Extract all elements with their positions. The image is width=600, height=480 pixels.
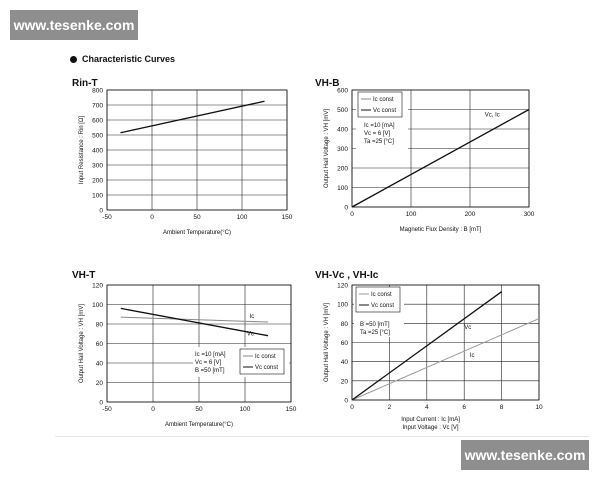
x-tick-label: -50	[102, 406, 112, 413]
annotation-label: Ic	[249, 314, 255, 321]
condition-text: B =50 [mT]	[195, 368, 225, 374]
y-tick-label: 40	[95, 360, 103, 368]
y-tick-label: 600	[337, 87, 348, 95]
condition-text: Ic =10 [mA]	[364, 123, 395, 129]
x-tick-label: 0	[151, 406, 155, 413]
y-tick-label: 600	[92, 117, 103, 125]
y-axis-label: Output Hall Voltage : VH [mV]	[324, 108, 330, 189]
chart-title: Rin-T	[72, 78, 98, 89]
x-tick-label: 300	[523, 211, 535, 218]
y-tick-label: 200	[92, 177, 103, 185]
y-tick-label: 0	[99, 207, 103, 215]
x-tick-label: 150	[285, 406, 297, 413]
x-tick-label: 10	[535, 404, 543, 411]
legend-label: Ic const	[255, 354, 276, 360]
chart-3	[72, 270, 297, 428]
condition-text: B =50 [mT]	[360, 322, 390, 328]
watermark-top: www.tesenke.com	[10, 10, 138, 40]
x-tick-label: 2	[387, 404, 392, 411]
y-tick-label: 200	[337, 165, 348, 173]
footer-divider	[55, 436, 590, 437]
y-tick-label: 100	[92, 302, 103, 309]
x-tick-label: 100	[239, 406, 251, 413]
y-tick-label: 120	[337, 282, 348, 290]
y-tick-label: 0	[99, 399, 103, 407]
condition-text: Vc = 6 [V]	[364, 131, 391, 137]
y-axis-label: Input Resistance : Rin [Ω]	[79, 115, 85, 185]
series-line-1	[121, 101, 265, 133]
y-tick-label: 60	[95, 341, 103, 348]
x-tick-label: 50	[193, 214, 201, 221]
legend-label: Ic const	[371, 292, 392, 298]
x-tick-label: 50	[195, 406, 203, 413]
y-tick-label: 700	[92, 102, 103, 110]
y-tick-label: 0	[344, 204, 348, 212]
y-tick-label: 40	[340, 359, 348, 367]
y-tick-label: 60	[340, 340, 348, 347]
chart-4	[315, 270, 543, 431]
chart-title: VH-B	[315, 78, 340, 89]
x-tick-label: 0	[350, 404, 354, 411]
y-tick-label: 400	[337, 126, 348, 134]
x-tick-label: 0	[150, 214, 154, 221]
x-axis-label: Input Current : Ic [mA]	[401, 417, 460, 423]
chart-title: VH-Vc , VH-Ic	[315, 270, 379, 281]
annotation-label: Ic	[469, 352, 475, 359]
x-tick-label: 150	[281, 214, 293, 221]
x-tick-label: 100	[236, 214, 248, 221]
legend-label: Vc const	[373, 108, 397, 114]
condition-text: Vc = 6 [V]	[195, 360, 222, 366]
legend-label: Ic const	[373, 97, 394, 103]
chart-title: VH-T	[72, 270, 96, 281]
x-tick-label: 200	[464, 211, 476, 218]
y-tick-label: 120	[92, 282, 103, 290]
legend-label: Vc const	[255, 365, 279, 371]
x-axis-label-2: Input Voltage : Vc [V]	[402, 425, 459, 431]
y-tick-label: 100	[337, 185, 348, 192]
watermark-bottom: www.tesenke.com	[461, 440, 589, 470]
x-tick-label: 100	[405, 211, 417, 218]
y-axis-label: Output Hall Voltage : VH [mV]	[324, 302, 330, 383]
section-title: Characteristic Curves	[82, 54, 176, 64]
y-tick-label: 800	[92, 87, 103, 95]
annotation-label: Vc	[246, 331, 254, 338]
x-tick-label: 6	[462, 404, 467, 411]
series-line-1	[121, 317, 268, 322]
x-axis-label: Ambient Temperature(°C)	[163, 230, 231, 236]
y-tick-label: 80	[95, 321, 103, 329]
y-tick-label: 0	[344, 397, 348, 405]
y-tick-label: 20	[95, 380, 103, 387]
chart-2	[315, 78, 535, 233]
annotation-label: Vc	[464, 325, 472, 332]
y-tick-label: 20	[340, 378, 348, 386]
y-tick-label: 80	[340, 320, 348, 328]
y-tick-label: 100	[92, 192, 103, 200]
x-axis-label: Magnetic Flux Density : B [mT]	[399, 227, 482, 233]
x-tick-label: 0	[350, 211, 354, 218]
y-tick-label: 300	[337, 146, 348, 153]
annotation-label: Vc, Ic	[484, 112, 500, 119]
y-tick-label: 500	[337, 107, 348, 114]
x-tick-label: 8	[499, 404, 504, 411]
y-tick-label: 500	[92, 132, 103, 140]
legend-label: Vc const	[371, 303, 395, 309]
x-tick-label: -50	[102, 214, 112, 221]
y-axis-label: Output Hall Voltage : VH [mV]	[79, 303, 85, 384]
y-tick-label: 300	[92, 162, 103, 170]
condition-text: Ta =25 [°C]	[360, 330, 390, 336]
y-tick-label: 100	[337, 301, 348, 309]
condition-text: Ta =25 [°C]	[364, 139, 394, 145]
y-tick-label: 400	[92, 147, 103, 155]
condition-text: Ic =10 [mA]	[195, 352, 226, 358]
x-tick-label: 4	[424, 404, 429, 411]
chart-1	[72, 78, 293, 236]
x-axis-label: Ambient Temperature(°C)	[165, 422, 233, 428]
